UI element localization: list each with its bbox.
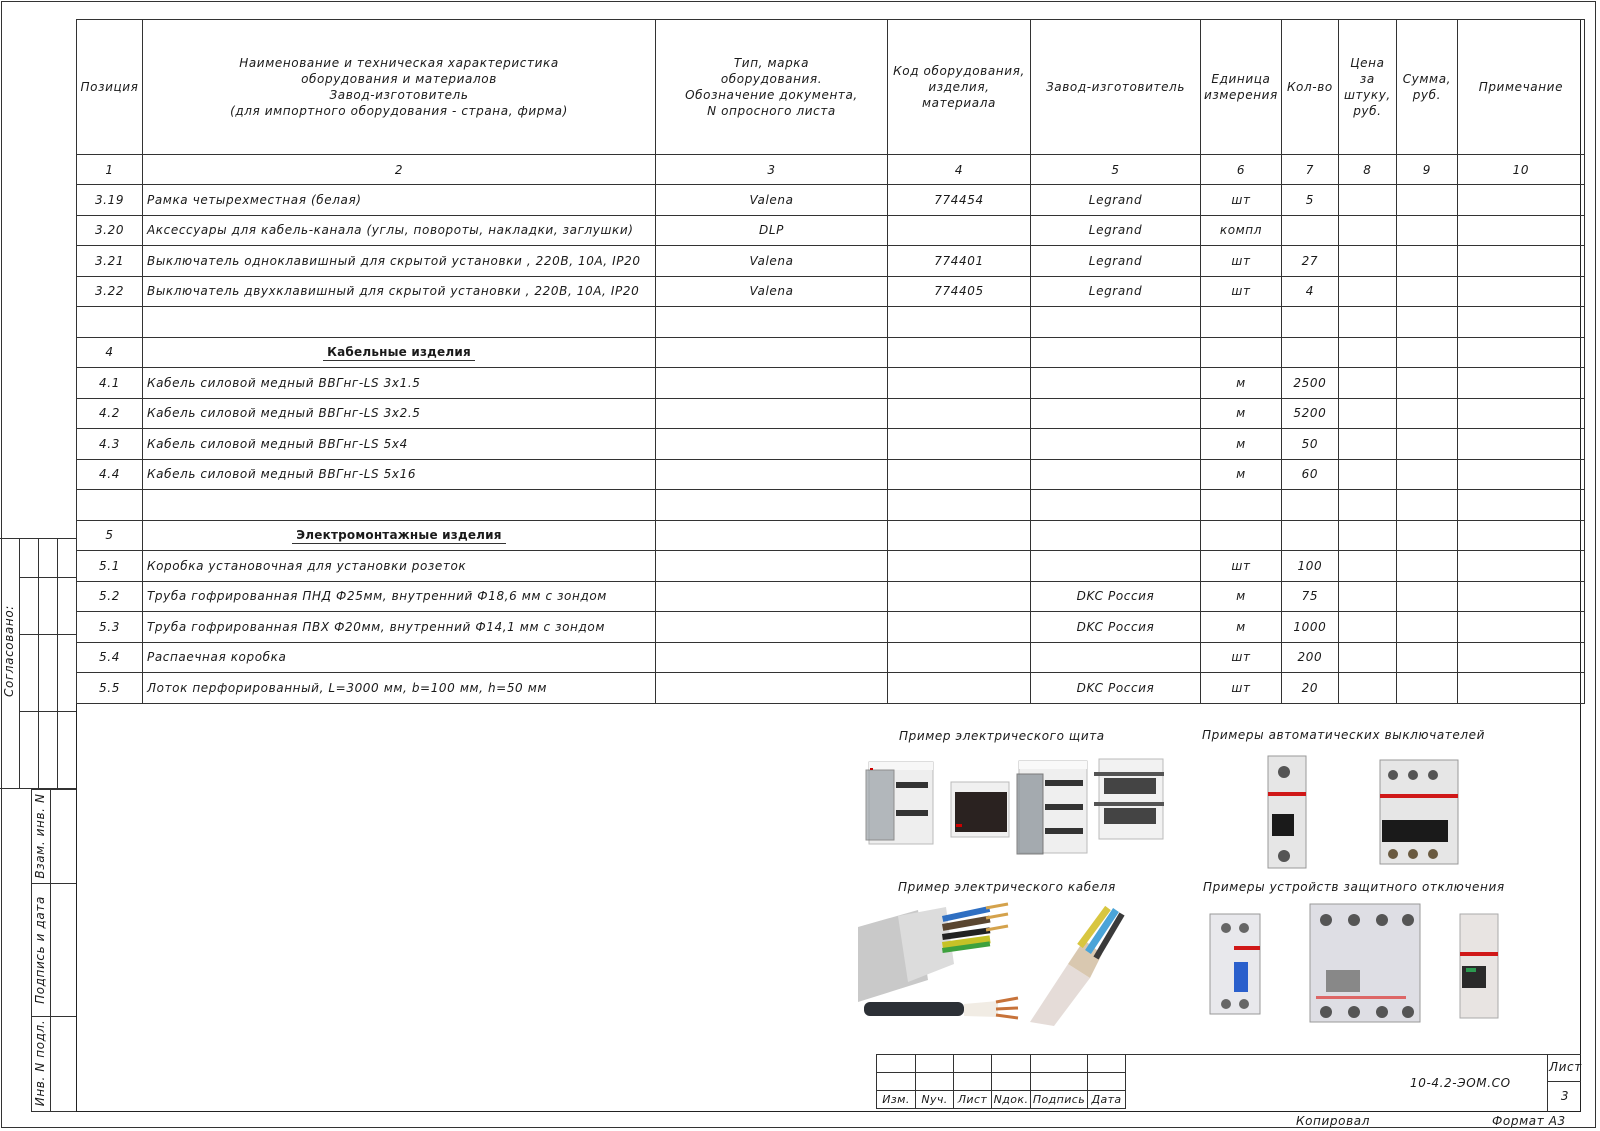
cell-unit: м [1201, 612, 1282, 643]
panel-4 [1094, 759, 1164, 839]
cell-quantity: 2500 [1281, 368, 1338, 399]
cell-quantity: 27 [1281, 246, 1338, 277]
column-number: 1 [77, 155, 143, 185]
cell-note [1457, 581, 1584, 612]
cell-note [1457, 551, 1584, 582]
cell-note [1457, 459, 1584, 490]
cell-position: 5 [77, 520, 143, 551]
cell-type: Valena [656, 276, 888, 307]
cell-note [1457, 307, 1584, 338]
cell-quantity: 4 [1281, 276, 1338, 307]
title-block-top-line [876, 1054, 1581, 1055]
cell-code [888, 429, 1031, 460]
panel-2 [951, 782, 1009, 837]
cell-note [1457, 642, 1584, 673]
cell-sum [1396, 459, 1457, 490]
sign-date-label: Подпись и дата [33, 896, 47, 1004]
cell-type [656, 398, 888, 429]
cell-sum [1396, 642, 1457, 673]
cell-empty [1457, 520, 1584, 551]
section-row [77, 337, 1585, 368]
cell-manufacturer [1031, 368, 1201, 399]
cell-sum [1396, 185, 1457, 216]
cell-manufacturer [1031, 398, 1201, 429]
stamp-line [31, 789, 32, 1111]
cell-unit [1201, 307, 1282, 338]
cell-position: 5.2 [77, 581, 143, 612]
rcd-caption: Примеры устройств защитного отключения [1203, 880, 1505, 894]
cell-position: 3.22 [77, 276, 143, 307]
specification-table [76, 19, 1585, 704]
cell-position: 4 [77, 337, 143, 368]
cell-type [656, 581, 888, 612]
cell-manufacturer: Legrand [1031, 215, 1201, 246]
cell-position: 5.5 [77, 673, 143, 704]
cable-white-3-core [1030, 908, 1122, 1026]
table-row [77, 642, 1585, 673]
circuit-breakers-image [1250, 750, 1465, 870]
cell-sum [1396, 581, 1457, 612]
cell-price [1338, 368, 1396, 399]
header-sum: Сумма, руб. [1396, 20, 1457, 155]
cell-type [656, 368, 888, 399]
breaker-3p [1380, 760, 1458, 864]
cell-position: 4.2 [77, 398, 143, 429]
cell-empty [888, 520, 1031, 551]
column-number: 8 [1338, 155, 1396, 185]
stamp-line [31, 1111, 76, 1112]
cell-unit: компл [1201, 215, 1282, 246]
header-note: Примечание [1457, 20, 1584, 155]
cell-sum [1396, 673, 1457, 704]
cell-name: Труба гофрированная ПНД Ф25мм, внутренний Ф18,6 мм с зондом [143, 581, 656, 612]
cell-price [1338, 185, 1396, 216]
cell-sum [1396, 551, 1457, 582]
cell-note [1457, 673, 1584, 704]
agreed-label: Согласовано: [2, 605, 16, 697]
cell-quantity: 100 [1281, 551, 1338, 582]
cell-unit: шт [1201, 551, 1282, 582]
title-block-line [1547, 1054, 1548, 1112]
cell-unit: м [1201, 398, 1282, 429]
cell-code [888, 215, 1031, 246]
cell-empty [1201, 337, 1282, 368]
cell-quantity [1281, 490, 1338, 521]
cell-price [1338, 642, 1396, 673]
cell-unit: м [1201, 581, 1282, 612]
cell-type: Valena [656, 185, 888, 216]
cell-quantity: 20 [1281, 673, 1338, 704]
cell-empty [1396, 337, 1457, 368]
cell-price [1338, 490, 1396, 521]
cell-type [656, 459, 888, 490]
cell-empty [656, 520, 888, 551]
header-position: Позиция [77, 20, 143, 155]
cell-price [1338, 246, 1396, 277]
cell-name: Рамка четырехместная (белая) [143, 185, 656, 216]
breaker-1p [1268, 756, 1306, 868]
cell-price [1338, 398, 1396, 429]
header-name: Наименование и техническая характеристика оборудования и материалов Завод-изготовитель (для импортного оборудования - страна, фирма) [143, 20, 656, 155]
rcd-2p [1210, 914, 1260, 1014]
electrical-cables-image [858, 902, 1158, 1026]
cell-note [1457, 368, 1584, 399]
cell-position: 5.1 [77, 551, 143, 582]
table-row [77, 429, 1585, 460]
cell-sum [1396, 215, 1457, 246]
header-quantity: Кол-во [1281, 20, 1338, 155]
cell-type: Valena [656, 246, 888, 277]
cell-unit: м [1201, 429, 1282, 460]
col-sheet: Лист [954, 1091, 992, 1109]
cell-name: Выключатель одноклавишный для скрытой установки , 220В, 10А, IP20 [143, 246, 656, 277]
cell-empty [1031, 337, 1201, 368]
cell-price [1338, 276, 1396, 307]
cell-empty [1031, 520, 1201, 551]
cell-type [656, 429, 888, 460]
cell-unit: шт [1201, 185, 1282, 216]
cell-note [1457, 215, 1584, 246]
cell-quantity: 60 [1281, 459, 1338, 490]
cell-note [1457, 490, 1584, 521]
stamp-line [31, 883, 76, 884]
cell-position: 4.3 [77, 429, 143, 460]
cell-position [77, 490, 143, 521]
cell-type: DLP [656, 215, 888, 246]
section-title: Кабельные изделия [323, 345, 475, 361]
cell-empty [1338, 520, 1396, 551]
cell-manufacturer [1031, 429, 1201, 460]
cell-quantity: 5 [1281, 185, 1338, 216]
cell-manufacturer: Legrand [1031, 276, 1201, 307]
cell-code [888, 307, 1031, 338]
cable-caption: Пример электрического кабеля [898, 880, 1116, 894]
cell-empty [1457, 337, 1584, 368]
col-doc-number: Nдок. [992, 1091, 1031, 1109]
panel-1 [866, 762, 933, 844]
column-number: 3 [656, 155, 888, 185]
panel-caption: Пример электрического щита [899, 729, 1105, 743]
cell-sum [1396, 276, 1457, 307]
cell-sum [1396, 612, 1457, 643]
cell-manufacturer: DKC Россия [1031, 673, 1201, 704]
cell-code [888, 490, 1031, 521]
cell-price [1338, 551, 1396, 582]
breakers-caption: Примеры автоматических выключателей [1202, 728, 1486, 742]
table-row [77, 398, 1585, 429]
cell-name [143, 490, 656, 521]
cell-empty [1281, 337, 1338, 368]
cell-code: 774401 [888, 246, 1031, 277]
cell-price [1338, 612, 1396, 643]
cell-name: Коробка установочная для установки розеток [143, 551, 656, 582]
section-title: Электромонтажные изделия [292, 528, 505, 544]
electrical-panels-image [862, 752, 1168, 862]
cell-unit: шт [1201, 246, 1282, 277]
cell-empty [1281, 520, 1338, 551]
cell-sum [1396, 490, 1457, 521]
col-section: Nуч. [916, 1091, 954, 1109]
cell-unit: м [1201, 459, 1282, 490]
col-date: Дата [1088, 1091, 1126, 1109]
cell-sum [1396, 429, 1457, 460]
cell-sum [1396, 398, 1457, 429]
cell-empty [1201, 520, 1282, 551]
cell-unit: шт [1201, 642, 1282, 673]
section-title-cell [143, 337, 656, 368]
table-row [77, 215, 1585, 246]
cell-name: Аксессуары для кабель-канала (углы, повороты, накладки, заглушки) [143, 215, 656, 246]
cell-manufacturer: DKC Россия [1031, 581, 1201, 612]
cell-empty [656, 337, 888, 368]
cell-name: Кабель силовой медный ВВГнг-LS 5x16 [143, 459, 656, 490]
cell-type [656, 307, 888, 338]
table-row [77, 368, 1585, 399]
cell-quantity [1281, 307, 1338, 338]
cell-code [888, 673, 1031, 704]
cell-type [656, 642, 888, 673]
cell-position: 5.4 [77, 642, 143, 673]
stamp-line [50, 789, 51, 1111]
cell-type [656, 490, 888, 521]
cell-position [77, 307, 143, 338]
cell-note [1457, 429, 1584, 460]
cell-name: Распаечная коробка [143, 642, 656, 673]
column-number: 4 [888, 155, 1031, 185]
cell-position: 3.19 [77, 185, 143, 216]
table-row [77, 490, 1585, 521]
cell-position: 3.20 [77, 215, 143, 246]
table-row [77, 551, 1585, 582]
inv-orig-label: Инв. N подл. [33, 1019, 47, 1107]
cell-code [888, 398, 1031, 429]
cell-manufacturer [1031, 551, 1201, 582]
cell-position: 3.21 [77, 246, 143, 277]
table-row [77, 459, 1585, 490]
cell-manufacturer: Legrand [1031, 246, 1201, 277]
cell-code [888, 581, 1031, 612]
cell-code [888, 612, 1031, 643]
copied-by-label: Копировал [1296, 1114, 1370, 1128]
cell-quantity: 200 [1281, 642, 1338, 673]
column-number: 10 [1457, 155, 1584, 185]
cell-code: 774405 [888, 276, 1031, 307]
cell-unit: м [1201, 368, 1282, 399]
cell-price [1338, 673, 1396, 704]
cell-code [888, 459, 1031, 490]
header-type: Тип, марка оборудования. Обозначение документа, N опросного листа [656, 20, 888, 155]
format-label: Формат А3 [1492, 1114, 1566, 1128]
cell-name: Лоток перфорированный, L=3000 мм, b=100 мм, h=50 мм [143, 673, 656, 704]
table-row [77, 276, 1585, 307]
cell-sum [1396, 307, 1457, 338]
table-row [77, 673, 1585, 704]
cell-quantity: 75 [1281, 581, 1338, 612]
header-unit: Единица измерения [1201, 20, 1282, 155]
cable-black-flat [864, 998, 1018, 1018]
cell-code [888, 551, 1031, 582]
panel-3 [1017, 761, 1087, 854]
cell-code [888, 368, 1031, 399]
cell-code: 774454 [888, 185, 1031, 216]
cell-type [656, 612, 888, 643]
header-code: Код оборудования, изделия, материала [888, 20, 1031, 155]
cell-note [1457, 612, 1584, 643]
cell-manufacturer [1031, 490, 1201, 521]
cell-manufacturer [1031, 459, 1201, 490]
cell-manufacturer [1031, 642, 1201, 673]
rcd-devices-image [1200, 900, 1500, 1024]
column-number: 7 [1281, 155, 1338, 185]
rcd-4p [1310, 904, 1420, 1022]
column-number: 2 [143, 155, 656, 185]
cell-type [656, 551, 888, 582]
cell-name: Кабель силовой медный ВВГнг-LS 3x2.5 [143, 398, 656, 429]
cell-note [1457, 185, 1584, 216]
cell-quantity: 5200 [1281, 398, 1338, 429]
cell-name: Труба гофрированная ПВХ Ф20мм, внутренний Ф14,1 мм с зондом [143, 612, 656, 643]
sheet-label: Лист [1549, 1060, 1582, 1074]
cell-unit: шт [1201, 276, 1282, 307]
cell-empty [1396, 520, 1457, 551]
cell-sum [1396, 368, 1457, 399]
section-row [77, 520, 1585, 551]
cell-manufacturer: Legrand [1031, 185, 1201, 216]
column-number-row [77, 155, 1585, 185]
cell-position: 4.1 [77, 368, 143, 399]
cell-price [1338, 307, 1396, 338]
column-number: 6 [1201, 155, 1282, 185]
table-row [77, 612, 1585, 643]
cell-position: 4.4 [77, 459, 143, 490]
header-unit-price: Цена за штуку, руб. [1338, 20, 1396, 155]
cell-quantity: 1000 [1281, 612, 1338, 643]
cell-note [1457, 398, 1584, 429]
header-row [77, 20, 1585, 155]
cell-manufacturer: DKC Россия [1031, 612, 1201, 643]
cable-grey-5-core [858, 904, 1008, 1002]
cell-unit [1201, 490, 1282, 521]
title-block-revisions [876, 1054, 1126, 1109]
cell-name [143, 307, 656, 338]
cell-manufacturer [1031, 307, 1201, 338]
sheet-number: 3 [1560, 1089, 1570, 1103]
table-row [77, 246, 1585, 277]
cell-empty [1338, 337, 1396, 368]
table-row [77, 185, 1585, 216]
cell-note [1457, 276, 1584, 307]
col-change: Изм. [877, 1091, 916, 1109]
col-signature: Подпись [1031, 1091, 1088, 1109]
title-block-line [1547, 1081, 1581, 1082]
column-number: 5 [1031, 155, 1201, 185]
cell-name: Кабель силовой медный ВВГнг-LS 3x1.5 [143, 368, 656, 399]
cell-code [888, 642, 1031, 673]
document-code: 10-4.2-ЭОМ.СО [1410, 1076, 1511, 1090]
cell-quantity [1281, 215, 1338, 246]
header-manufacturer: Завод-изготовитель [1031, 20, 1201, 155]
column-number: 9 [1396, 155, 1457, 185]
cell-price [1338, 429, 1396, 460]
table-row [77, 581, 1585, 612]
cell-price [1338, 215, 1396, 246]
cell-position: 5.3 [77, 612, 143, 643]
cell-sum [1396, 246, 1457, 277]
cell-name: Выключатель двухклавишный для скрытой установки , 220В, 10А, IP20 [143, 276, 656, 307]
rcbo [1460, 914, 1498, 1018]
cell-empty [888, 337, 1031, 368]
replace-inv-label: Взам. инв. N [33, 793, 47, 879]
table-row [77, 307, 1585, 338]
cell-name: Кабель силовой медный ВВГнг-LS 5x4 [143, 429, 656, 460]
cell-unit: шт [1201, 673, 1282, 704]
cell-quantity: 50 [1281, 429, 1338, 460]
cell-price [1338, 459, 1396, 490]
cell-price [1338, 581, 1396, 612]
cell-note [1457, 246, 1584, 277]
cell-type [656, 673, 888, 704]
section-title-cell [143, 520, 656, 551]
